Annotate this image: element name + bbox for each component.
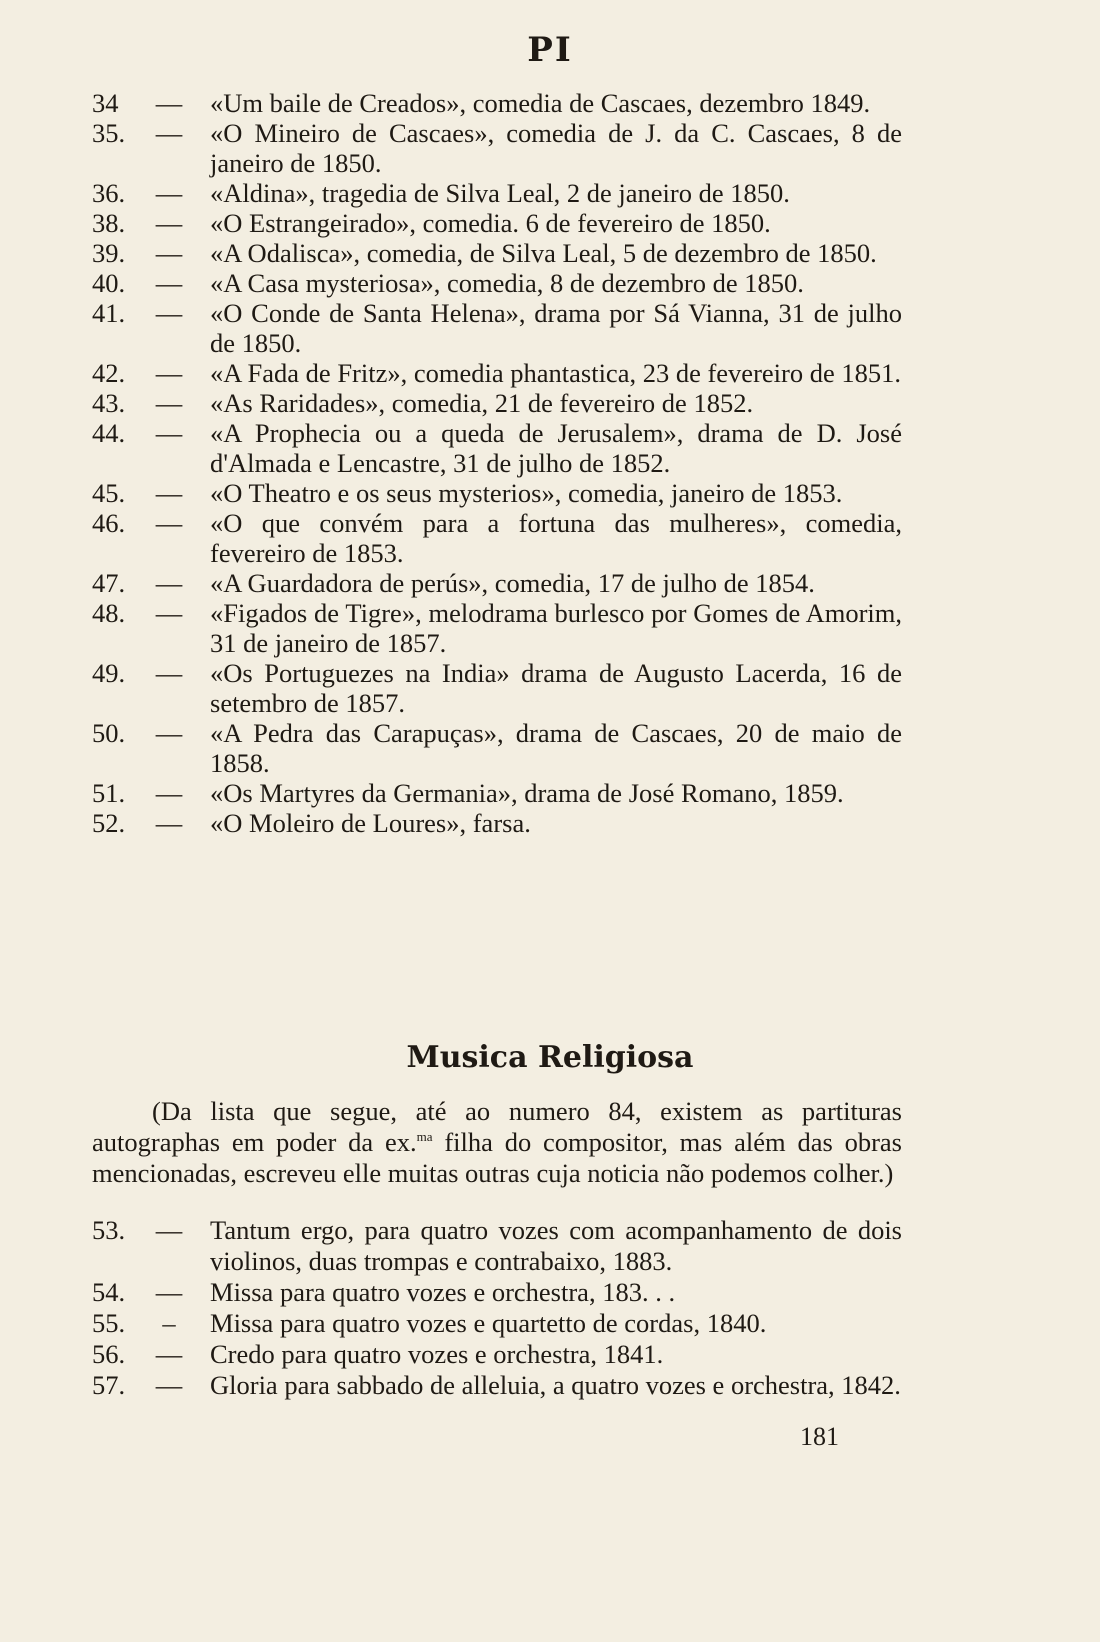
item-text: Missa para quatro vozes e orchestra, 183. . . — [210, 1277, 676, 1307]
item-dash: — — [155, 808, 183, 838]
item-number: 38. — [92, 208, 126, 238]
running-head: PI — [527, 30, 573, 70]
item-text: «Os Martyres da Germania», drama de José Romano, 1859. — [210, 778, 844, 808]
item-number: 47. — [92, 568, 126, 598]
item-dash: — — [155, 208, 183, 238]
item-dash: — — [155, 388, 183, 418]
item-text: «As Raridades», comedia, 21 de fevereiro de 1852. — [210, 388, 754, 418]
list-item — [92, 1339, 902, 1370]
item-number: 54. — [92, 1277, 126, 1307]
item-text: «O Theatro e os seus mysterios», comedia, janeiro de 1853. — [210, 478, 843, 508]
item-dash: — — [155, 598, 183, 628]
item-text: «O Estrangeirado», comedia. 6 de fevereiro de 1850. — [210, 208, 771, 238]
item-dash: — — [155, 238, 183, 268]
item-dash: — — [155, 508, 183, 538]
list-item — [92, 268, 902, 298]
item-dash: — — [155, 358, 183, 388]
item-dash: — — [155, 718, 183, 748]
item-dash: — — [155, 1277, 183, 1307]
list-item — [92, 418, 902, 478]
list-item — [92, 778, 902, 808]
item-dash: — — [155, 268, 183, 298]
item-text: «A Pedra das Carapuças», drama de Cascaes, 20 de maio de 1858. — [210, 718, 902, 778]
list-item — [92, 1370, 902, 1401]
list-item — [92, 178, 902, 208]
item-text: Gloria para sabbado de alleluia, a quatro vozes e orchestra, 1842. — [210, 1370, 901, 1400]
item-number: 44. — [92, 418, 126, 448]
item-number: 57. — [92, 1370, 126, 1400]
religious-works-list — [92, 1215, 902, 1401]
item-text: «A Prophecia ou a queda de Jerusalem», drama de D. José d'Almada e Lencastre, 31 de julho de 1852. — [210, 418, 902, 478]
page-number: 181 — [800, 1422, 839, 1451]
item-number: 46. — [92, 508, 126, 538]
list-item — [92, 208, 902, 238]
intro-superscript: ma — [416, 1129, 433, 1144]
item-text: «O Mineiro de Cascaes», comedia de J. da C. Cascaes, 8 de janeiro de 1850. — [210, 118, 902, 178]
item-dash: — — [155, 1215, 183, 1245]
item-number: 56. — [92, 1339, 126, 1369]
item-text: «O Conde de Santa Helena», drama por Sá Vianna, 31 de julho de 1850. — [210, 298, 902, 358]
list-item — [92, 388, 902, 418]
list-item — [92, 238, 902, 268]
item-number: 34 — [92, 88, 119, 118]
item-text: «A Guardadora de perús», comedia, 17 de julho de 1854. — [210, 568, 815, 598]
item-text: «Figados de Tigre», melodrama burlesco por Gomes de Amorim, 31 de janeiro de 1857. — [210, 598, 902, 658]
item-dash: — — [155, 658, 183, 688]
item-dash: — — [155, 88, 183, 118]
item-number: 42. — [92, 358, 126, 388]
item-number: 41. — [92, 298, 126, 328]
item-text: «Aldina», tragedia de Silva Leal, 2 de janeiro de 1850. — [210, 178, 790, 208]
item-text: Credo para quatro vozes e orchestra, 1841. — [210, 1339, 664, 1369]
item-number: 48. — [92, 598, 126, 628]
list-item — [92, 1277, 902, 1308]
item-number: 49. — [92, 658, 126, 688]
item-number: 55. — [92, 1308, 126, 1338]
item-text: Missa para quatro vozes e quartetto de cordas, 1840. — [210, 1308, 767, 1338]
list-item — [92, 658, 902, 718]
item-number: 43. — [92, 388, 126, 418]
list-item — [92, 568, 902, 598]
item-number: 40. — [92, 268, 126, 298]
item-text: «A Fada de Fritz», comedia phantastica, 23 de fevereiro de 1851. — [210, 358, 901, 388]
list-item — [92, 1308, 902, 1339]
works-list — [92, 88, 902, 838]
item-dash: — — [155, 418, 183, 448]
item-text: «A Odalisca», comedia, de Silva Leal, 5 de dezembro de 1850. — [210, 238, 877, 268]
list-item — [92, 718, 902, 778]
item-text: «Um baile de Creados», comedia de Cascaes, dezembro 1849. — [210, 88, 871, 118]
item-number: 52. — [92, 808, 126, 838]
item-dash: — — [155, 778, 183, 808]
item-text: «A Casa mysteriosa», comedia, 8 de dezembro de 1850. — [210, 268, 804, 298]
item-number: 50. — [92, 718, 126, 748]
item-dash: – — [162, 1308, 176, 1338]
item-dash: — — [155, 478, 183, 508]
item-number: 39. — [92, 238, 126, 268]
item-dash: — — [155, 1370, 183, 1400]
list-item — [92, 88, 902, 118]
item-number: 45. — [92, 478, 126, 508]
section-title: Musica Religiosa — [406, 1040, 694, 1075]
intro-text-end: filha do compositor, mas além das obras mencionadas, escreveu elle muitas outras cuja noticia não podemos colher.) — [92, 1127, 902, 1188]
list-item — [92, 808, 902, 838]
list-item — [92, 298, 902, 358]
item-number: 51. — [92, 778, 126, 808]
item-text: «O Moleiro de Loures», farsa. — [210, 808, 531, 838]
item-number: 36. — [92, 178, 126, 208]
item-text: «O que convém para a fortuna das mulheres», comedia, fevereiro de 1853. — [210, 508, 902, 568]
list-item — [92, 118, 902, 178]
list-item — [92, 1215, 902, 1277]
item-dash: — — [155, 1339, 183, 1369]
item-dash: — — [155, 298, 183, 328]
item-dash: — — [155, 568, 183, 598]
item-text: Tantum ergo, para quatro vozes com acompanhamento de dois violinos, duas trompas e contrabaixo, 1883. — [210, 1215, 902, 1276]
item-dash: — — [155, 118, 183, 148]
intro-text-start: (Da lista que segue, até ao numero 84, existem as partituras autographas em poder da ex. — [92, 1096, 902, 1157]
list-item — [92, 598, 902, 658]
list-item — [92, 508, 902, 568]
item-number: 35. — [92, 118, 126, 148]
item-number: 53. — [92, 1215, 126, 1245]
list-item — [92, 478, 902, 508]
intro-paragraph — [92, 1096, 902, 1189]
item-dash: — — [155, 178, 183, 208]
item-text: «Os Portuguezes na India» drama de Augusto Lacerda, 16 de setembro de 1857. — [210, 658, 902, 718]
list-item — [92, 358, 902, 388]
